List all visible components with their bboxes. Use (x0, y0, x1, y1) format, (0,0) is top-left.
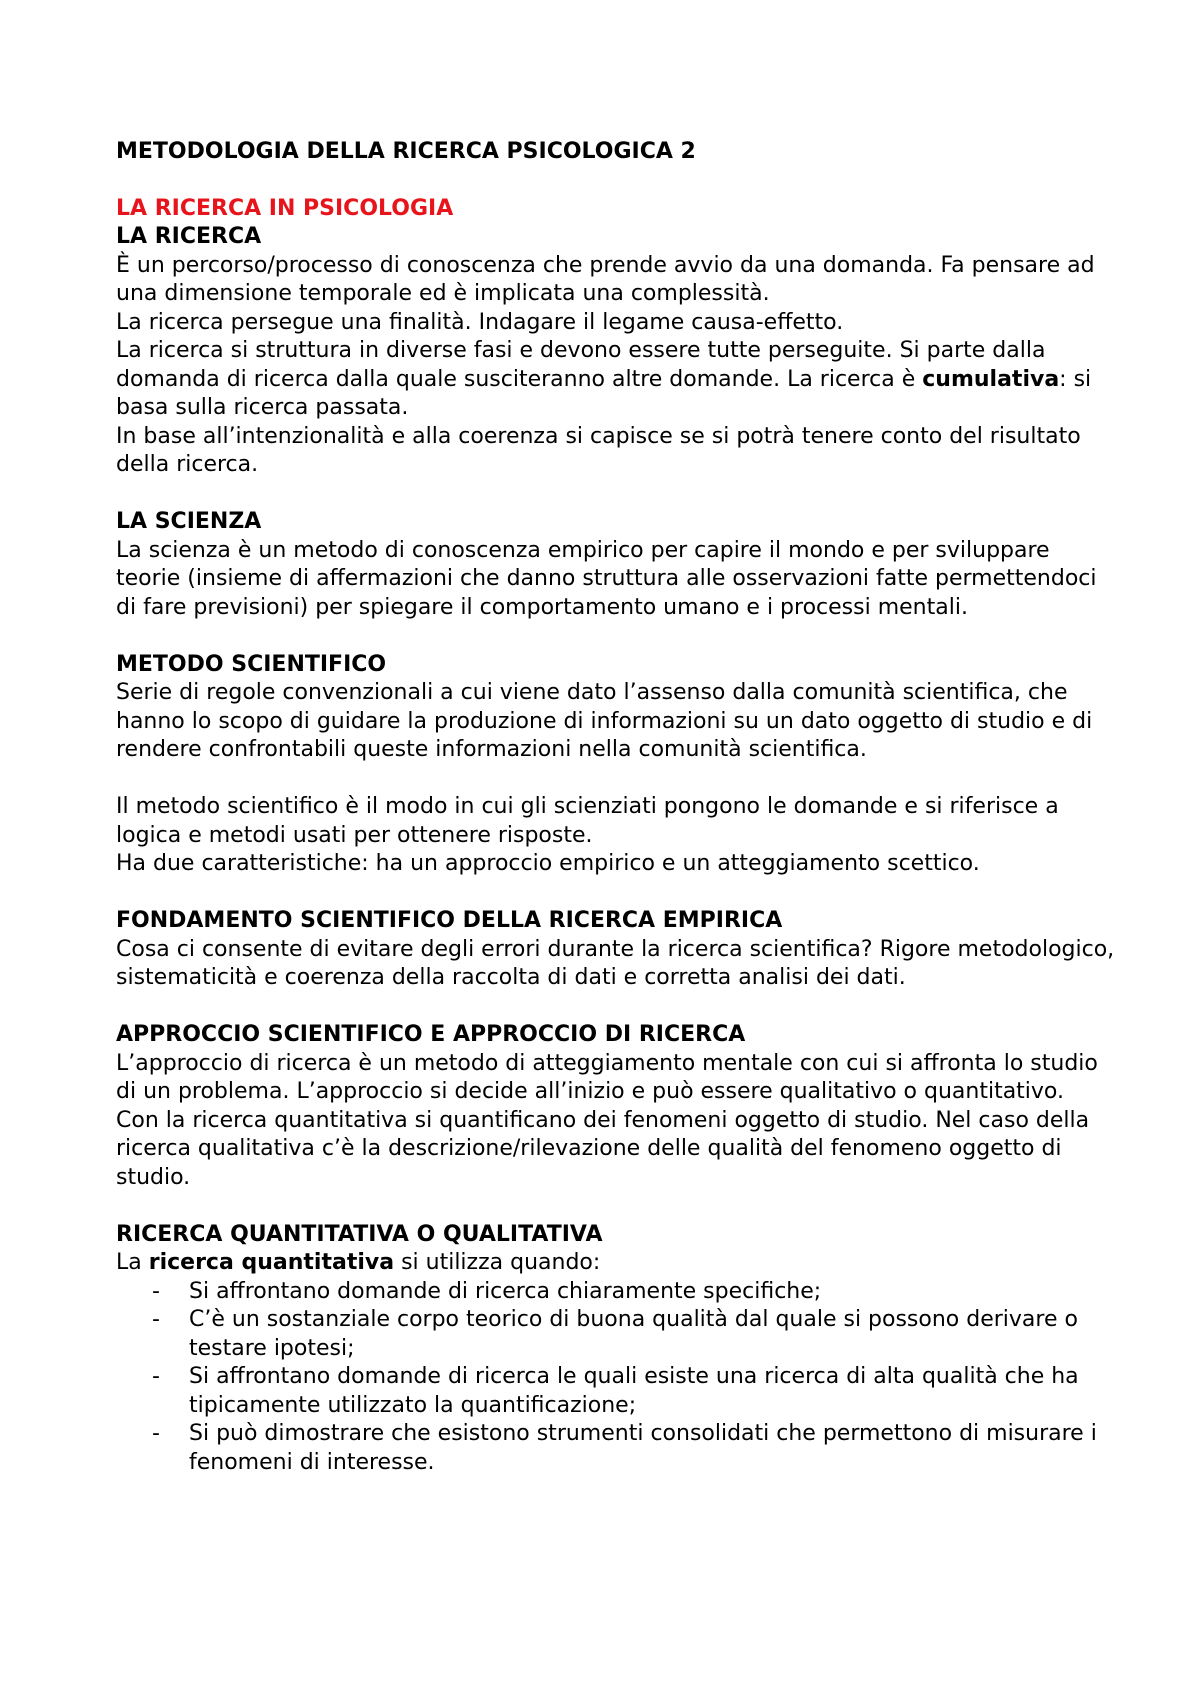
spacer (116, 622, 1116, 651)
list-item-text: C’è un sostanziale corpo teorico di buona qualità dal quale si possono derivare o testare ipotesi; (189, 1307, 1078, 1361)
spacer (116, 879, 1116, 908)
list-item (116, 1363, 1116, 1420)
dash-bullet: - (152, 1307, 160, 1332)
list-item (116, 1306, 1116, 1363)
paragraph: La ricerca persegue una finalità. Indagare il legame causa-effetto. (116, 309, 844, 335)
bold-term: ricerca quantitativa (148, 1250, 395, 1275)
paragraph: La scienza è un metodo di conoscenza empirico per capire il mondo e per sviluppare teorie (insieme di affermazioni che danno struttura alle osservazioni fatte permettendoci di fare previsioni) per spiegare il comportamento umano e i processi mentali. (116, 537, 1097, 620)
spacer (116, 480, 1116, 509)
list-item-text: Si affrontano domande di ricerca le quali esiste una ricerca di alta qualità che ha tipicamente utilizzato la quantificazione; (189, 1364, 1079, 1418)
paragraph: Cosa ci consente di evitare degli errori durante la ricerca scientifica? Rigore metodologico, sistematicità e coerenza della raccolta di dati e corretta analisi dei dati. (116, 936, 1115, 990)
bold-term: cumulativa (922, 366, 1060, 392)
text-run: La (116, 1250, 149, 1275)
heading-approccio: APPROCCIO SCIENTIFICO E APPROCCIO DI RICERCA (116, 1022, 746, 1047)
text-run: La ricerca si struttura in diverse fasi e devono essere tutte perseguite. Si parte dalla domanda di ricerca dalla quale susciteranno altre domande. La ricerca è (116, 338, 1046, 392)
paragraph: Il metodo scientifico è il modo in cui gli scienziati pongono le domande e si riferisce a logica e metodi usati per ottenere risposte. (116, 794, 1059, 848)
heading-fondamento: FONDAMENTO SCIENTIFICO DELLA RICERCA EMPIRICA (116, 908, 783, 933)
dash-bullet: - (152, 1364, 160, 1389)
paragraph: L’approccio di ricerca è un metodo di atteggiamento mentale con cui si affronta lo studio di un problema. L’approccio si decide all’inizio e può essere qualitativo o quantitativo. (116, 1050, 1098, 1104)
heading-quantitativa: RICERCA QUANTITATIVA O QUALITATIVA (116, 1221, 603, 1247)
paragraph: È un percorso/processo di conoscenza che prende avvio da una domanda. Fa pensare ad una dimensione temporale ed è implicata una complessità. (116, 252, 1095, 306)
dash-bullet: - (152, 1421, 160, 1446)
heading-metodo: METODO SCIENTIFICO (116, 651, 387, 677)
paragraph: Con la ricerca quantitativa si quantificano dei fenomeni oggetto di studio. Nel caso della ricerca qualitativa c’è la descrizione/rilevazione delle qualità del fenomeno oggetto di studio. (116, 1107, 1090, 1190)
section-heading: LA RICERCA IN PSICOLOGIA (116, 195, 454, 221)
dash-bullet: - (152, 1278, 160, 1304)
paragraph: Ha due caratteristiche: ha un approccio empirico e un atteggiamento scettico. (116, 851, 980, 876)
bullet-list (116, 1278, 1116, 1478)
paragraph: In base all’intenzionalità e alla coerenza si capisce se si potrà tenere conto del risultato della ricerca. (116, 423, 1081, 477)
list-item-text: Si affrontano domande di ricerca chiaramente specifiche; (189, 1278, 822, 1304)
document-title: METODOLOGIA DELLA RICERCA PSICOLOGICA 2 (116, 139, 696, 164)
spacer (116, 1192, 1116, 1221)
heading-ricerca: LA RICERCA (116, 224, 262, 249)
list-item (116, 1420, 1116, 1477)
text-run: : si basa sulla ricerca passata. (116, 366, 1092, 420)
paragraph: Serie di regole convenzionali a cui viene dato l’assenso dalla comunità scientifica, che hanno lo scopo di guidare la produzione di informazioni su un dato oggetto di studio e di rendere confrontabili queste informazioni nella comunità scientifica. (116, 680, 1093, 762)
text-run: si utilizza quando: (394, 1250, 601, 1275)
spacer (116, 993, 1116, 1022)
spacer (116, 765, 1116, 794)
paragraph (116, 337, 1116, 423)
list-item (116, 1278, 1116, 1307)
document-page (116, 138, 1116, 1477)
heading-scienza: LA SCIENZA (116, 509, 262, 534)
list-item-text: Si può dimostrare che esistono strumenti consolidati che permettono di misurare i fenomeni di interesse. (189, 1421, 1097, 1475)
paragraph (116, 1249, 1116, 1278)
